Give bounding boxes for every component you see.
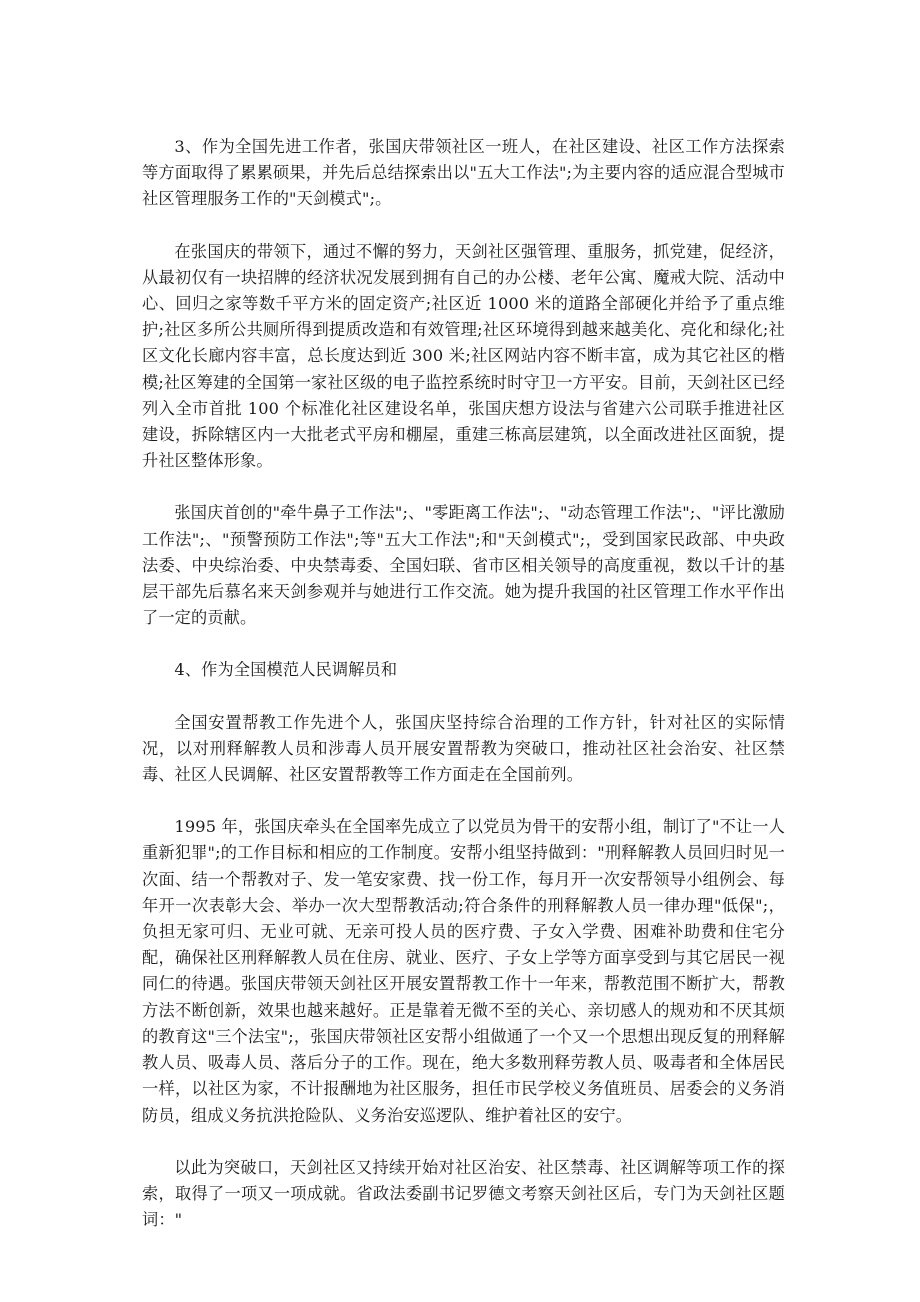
- paragraph-gap: [142, 631, 785, 657]
- paragraph-gap: [142, 213, 785, 239]
- paragraph-gap: [142, 684, 785, 710]
- paragraph-resettlement: 全国安置帮教工作先进个人，张国庆坚持综合治理的工作方针，针对社区的实际情况，以对刑释解教人员和涉毒人员开展安置帮教为突破口，推动社区社会治安、社区禁毒、社区人民调解、社区安置帮教等工作方面走在全国前列。: [142, 712, 785, 785]
- paragraph-section-3: 3、作为全国先进工作者，张国庆带领社区一班人，在社区建设、社区工作方法探索等方面取得了累累硕果，并先后总结探索出以"五大工作法";为主要内容的适应混合型城市社区管理服务工作的"天剑模式";。: [142, 137, 785, 209]
- paragraph-achievements: 在张国庆的带领下，通过不懈的努力，天剑社区强管理、重服务，抓党建，促经济，从最初仅有一块招牌的经济状况发展到拥有自己的办公楼、老年公寓、魔戒大院、活动中心、回归之家等数千平方米的固定资产;社区近 1000 米的道路全部硬化并给予了重点维护;社区多所公共厕所得到提质改造和有效管理;社区环境得到越来越美化、亮化和绿化;社区文化长廊内容丰富，总长度达到近 300 米;社区网站内容不断丰富，成为其它社区的楷模;社区筹建的全国第一家社区级的电子监控系统时时守卫一方平安。目前，天剑社区已经列入全市首批 100 个标准化社区建设名单，张国庆想方设法与省建六公司联手推进社区建设，拆除辖区内一大批老式平房和棚屋，重建三栋高层建筑，以全面改进社区面貌，提升社区整体形象。: [142, 241, 785, 471]
- paragraph-1995: 1995 年，张国庆牵头在全国率先成立了以党员为骨干的安帮小组，制订了"不让一人重新犯罪";的工作目标和相应的工作制度。安帮小组坚持做到："刑释解教人员回归时见一次面、结一个帮教对子、发一笔安家费、找一份工作，每月开一次安帮领导小组例会、每年开一次表彰大会、举办一次大型帮教活动;符合条件的刑释解教人员一律办理"低保";，负担无家可归、无业可就、无亲可投人员的医疗费、子女入学费、困难补助费和住宅分配，确保社区刑释解教人员在住房、就业、医疗、子女上学等方面享受到与其它居民一视同仁的待遇。张国庆带领天剑社区开展安置帮教工作十一年来，帮教范围不断扩大，帮教方法不断创新，效果也越来越好。正是靠着无微不至的关心、亲切感人的规劝和不厌其烦的教育这"三个法宝";，张国庆带领社区安帮小组做通了一个又一个思想出现反复的刑释解教人员、吸毒人员、落后分子的工作。现在，绝大多数刑释劳教人员、吸毒者和全体居民一样，以社区为家，不计报酬地为社区服务，担任市民学校义务值班员、居委会的义务消防员，组成义务抗洪抢险队、义务治安巡逻队、维护着社区的安宁。: [142, 817, 785, 1125]
- paragraph-gap: [142, 474, 785, 500]
- paragraph-five-methods: 张国庆首创的"牵牛鼻子工作法";、"零距离工作法";、"动态管理工作法";、"评比激励工作法";、"预警预防工作法";等"五大工作法";和"天剑模式";，受到国家民政部、中央政法委、中央综治委、中央禁毒委、全国妇联、省市区相关领导的高度重视，数以千计的基层干部先后慕名来天剑参观并与她进行工作交流。她为提升我国的社区管理工作水平作出了一定的贡献。: [142, 503, 785, 628]
- paragraph-breakthrough: 以此为突破口，天剑社区又持续开始对社区治安、社区禁毒、社区调解等项工作的探索，取得了一项又一项成就。省政法委副书记罗德文考察天剑社区后，专门为天剑社区题词：": [142, 1157, 785, 1230]
- paragraph-gap: [142, 1129, 785, 1155]
- document-body: [142, 134, 785, 1233]
- paragraph-gap: [142, 788, 785, 814]
- paragraph-section-4: 4、作为全国模范人民调解员和: [174, 660, 398, 680]
